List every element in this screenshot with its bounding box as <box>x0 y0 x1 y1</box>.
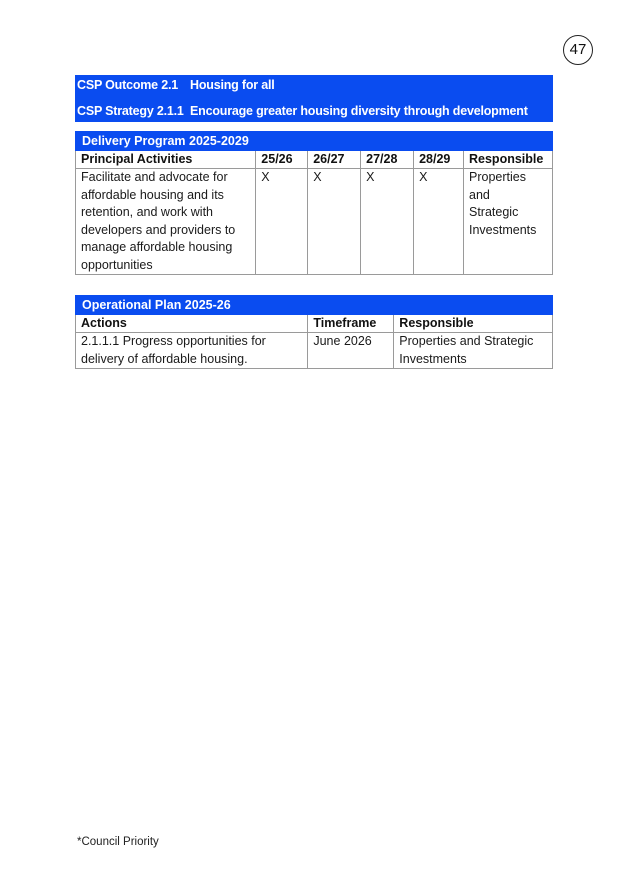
activity-line: Facilitate and advocate for <box>81 170 228 184</box>
column-header-26-27: 26/27 <box>308 151 361 169</box>
activity-line: developers and providers to <box>81 222 236 237</box>
responsible-cell <box>394 333 553 369</box>
responsible-line: Properties <box>469 170 526 184</box>
year-mark-27-28: X <box>361 169 414 275</box>
page-number: 47 <box>563 35 593 65</box>
column-header-responsible: Responsible <box>464 151 553 169</box>
responsible-line: Investments <box>469 222 537 237</box>
table-row <box>76 169 553 275</box>
responsible-line: Strategic <box>469 205 519 219</box>
table-row <box>76 333 553 369</box>
year-mark-28-29: X <box>414 169 464 275</box>
csp-strategy-banner <box>75 101 553 122</box>
action-line: 2.1.1.1 Progress opportunities for <box>81 334 266 348</box>
column-header-25-26: 25/26 <box>256 151 308 169</box>
action-line: delivery of affordable housing. <box>81 351 248 366</box>
responsible-cell <box>464 169 553 275</box>
year-mark-26-27: X <box>308 169 361 275</box>
csp-outcome-label: CSP Outcome 2.1 <box>77 78 178 92</box>
operational-plan-title: Operational Plan 2025-26 <box>76 296 553 315</box>
responsible-line: Investments <box>399 351 467 366</box>
footnote-council-priority: *Council Priority <box>77 836 159 848</box>
activity-line: affordable housing and its <box>81 187 224 202</box>
delivery-program-table <box>75 131 553 275</box>
activity-line: opportunities <box>81 257 153 272</box>
column-header-responsible: Responsible <box>394 315 553 333</box>
column-header-27-28: 27/28 <box>361 151 414 169</box>
activity-cell <box>76 169 256 275</box>
action-cell <box>76 333 308 369</box>
delivery-program-title: Delivery Program 2025-2029 <box>76 132 553 151</box>
year-mark-25-26: X <box>256 169 308 275</box>
csp-strategy-label: CSP Strategy 2.1.1 <box>77 104 184 118</box>
column-header-actions: Actions <box>76 315 308 333</box>
column-header-28-29: 28/29 <box>414 151 464 169</box>
csp-strategy-value: Encourage greater housing diversity through development <box>190 104 528 118</box>
column-header-principal-activities: Principal Activities <box>76 151 256 169</box>
csp-outcome-banner <box>75 75 553 101</box>
activity-line: retention, and work with <box>81 205 214 219</box>
responsible-line: Properties and Strategic <box>399 334 534 348</box>
activity-line: manage affordable housing <box>81 240 233 254</box>
csp-outcome-value: Housing for all <box>190 78 275 92</box>
column-header-timeframe: Timeframe <box>308 315 394 333</box>
responsible-line: and <box>469 187 490 202</box>
timeframe-cell: June 2026 <box>308 333 394 369</box>
operational-plan-table <box>75 295 553 369</box>
